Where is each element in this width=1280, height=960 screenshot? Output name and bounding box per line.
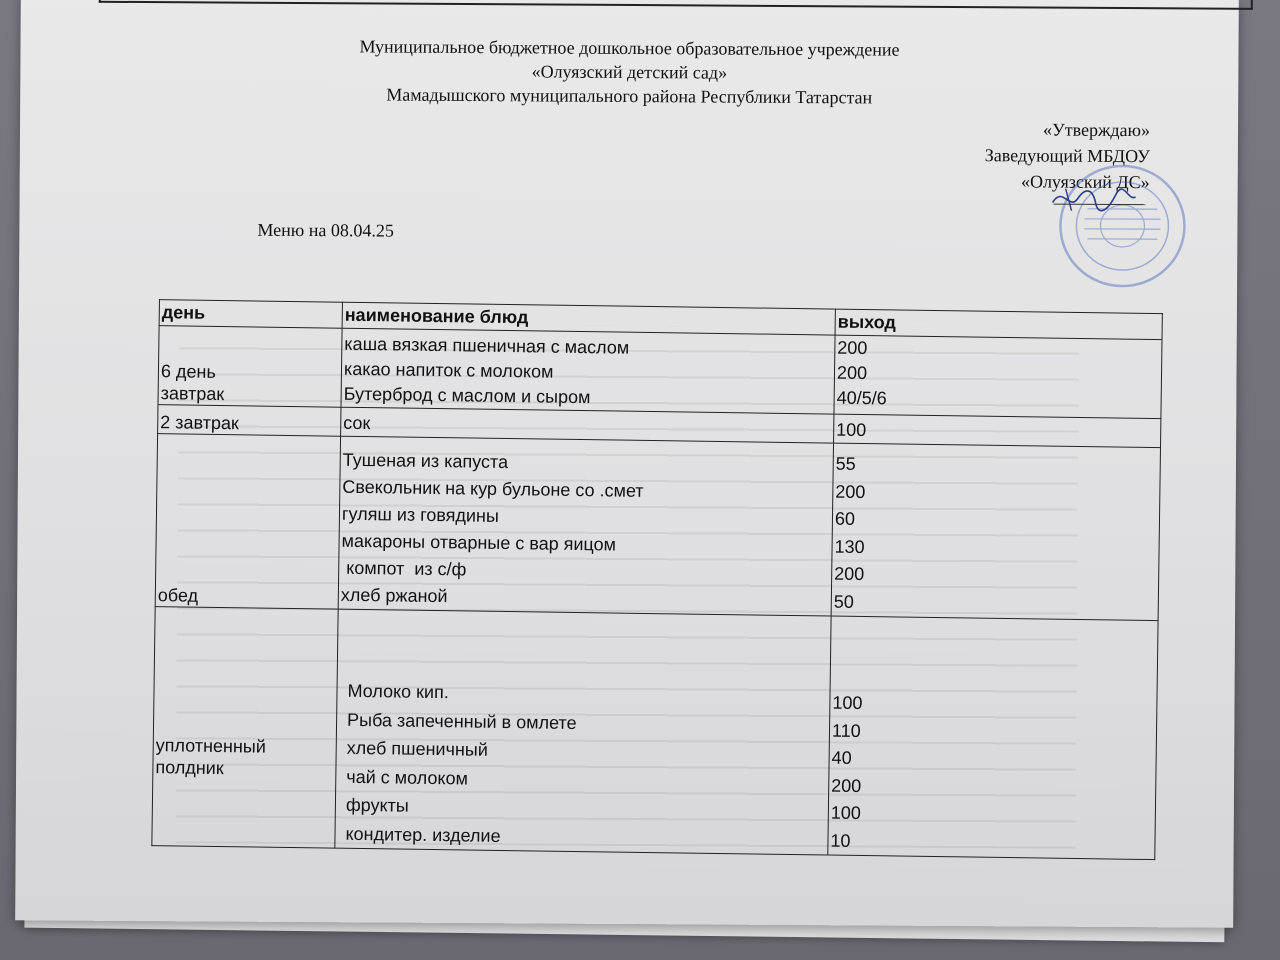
dish-item: каша вязкая пшеничная с маслом [344, 333, 630, 358]
day-cell [155, 434, 340, 610]
menu-table [151, 299, 1163, 860]
output-cell [831, 443, 1160, 621]
header-dish: наименование блюд [342, 302, 835, 335]
dish-item: Тушеная из капуста [342, 449, 509, 473]
output-value: 50 [833, 591, 854, 612]
dish-item: макароны отварные с вар яицом [341, 530, 617, 555]
document-page [15, 0, 1239, 928]
meal-label: обед [157, 585, 199, 606]
output-value: 40/5/6 [836, 387, 887, 409]
output-value: 100 [830, 802, 862, 823]
output-value: 110 [831, 720, 861, 741]
dish-cell [338, 436, 833, 616]
dish-item: фрукты [345, 794, 409, 816]
dish-item: чай с молоком [346, 766, 469, 788]
output-value: 60 [834, 508, 856, 529]
header-output: выход [835, 309, 1162, 340]
dish-item: хлеб пшеничный [346, 737, 488, 760]
dish-item: гуляш из говядины [341, 503, 500, 526]
output-cell [828, 616, 1158, 860]
dish-item: Молоко кип. [347, 680, 449, 703]
meal-label-line2: полдник [155, 757, 224, 779]
day-cell [152, 607, 338, 849]
output-value: 10 [830, 830, 851, 851]
meal-label: 2 завтрак [160, 412, 239, 434]
institution-name-line3: Мамадышского муниципального района Республики Татарстан [386, 84, 873, 108]
dish-item: Свекольник на кур бульоне со .смет [342, 476, 644, 501]
day-cell [158, 326, 342, 408]
dish-item: компот из с/ф [341, 557, 467, 580]
approval-line2: Заведующий МБДОУ [984, 145, 1150, 167]
approval-line1: «Утверждаю» [1042, 119, 1151, 141]
output-value: 40 [831, 747, 852, 768]
dish-item: сок [343, 412, 371, 434]
menu-title: Меню на 08.04.25 [257, 219, 394, 241]
institution-header [20, 32, 1238, 111]
output-value: 200 [836, 362, 868, 384]
dish-item: Бутерброд с маслом и сыром [343, 383, 591, 408]
output-value: 200 [835, 481, 866, 502]
dish-item: кондитер. изделие [345, 823, 501, 846]
output-cell [834, 414, 1161, 448]
output-value: 200 [837, 337, 868, 359]
meal-label: завтрак [160, 383, 225, 405]
institution-name-line1: Муниципальное бюджетное дошкольное образовательное учреждение [359, 36, 900, 60]
output-value: 100 [836, 419, 867, 441]
output-value: 200 [831, 775, 862, 796]
dish-cell [341, 328, 835, 414]
output-value: 100 [832, 692, 863, 713]
dish-item: хлеб ржаной [340, 584, 448, 607]
dish-item: Рыба запеченный в омлете [346, 709, 577, 733]
dish-item: какао напиток с молоком [343, 358, 554, 382]
header-day: день [159, 300, 342, 329]
output-value: 130 [834, 536, 865, 557]
table-row [155, 434, 1160, 621]
top-border-box [99, 0, 1253, 10]
meal-label: уплотненный [155, 735, 267, 757]
table-row [158, 326, 1162, 419]
output-value: 200 [834, 563, 865, 585]
institution-name-line2: «Олуязский детский сад» [531, 61, 728, 83]
day-label: 6 день [160, 361, 216, 382]
output-cell [834, 335, 1162, 419]
approval-line3: «Олуязский ДС» [1020, 171, 1150, 193]
dish-cell [335, 609, 831, 855]
day-cell [158, 405, 341, 437]
output-value: 55 [835, 453, 856, 474]
signature [1047, 181, 1137, 218]
table-row [152, 607, 1158, 860]
